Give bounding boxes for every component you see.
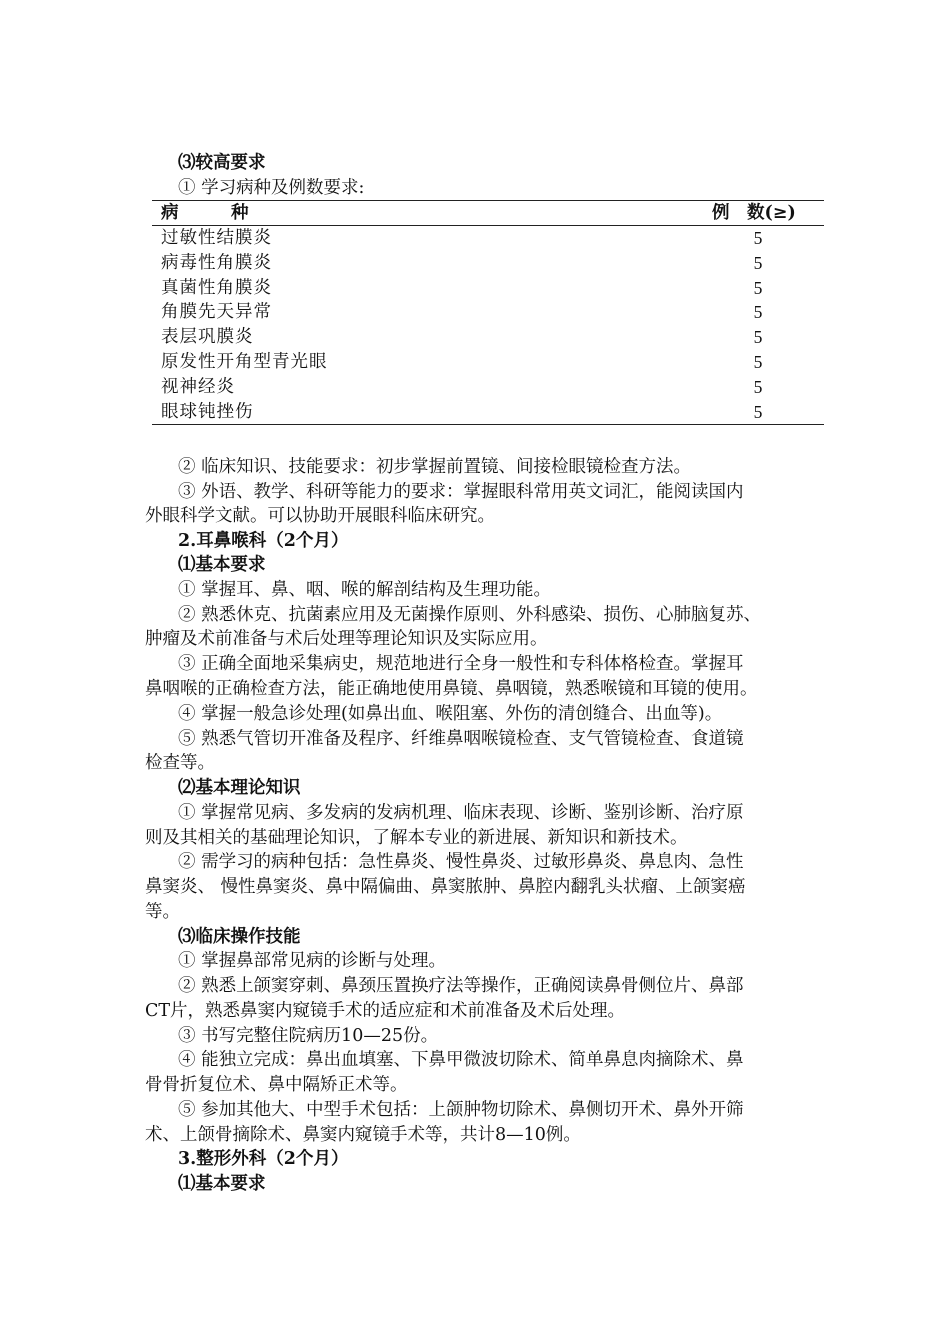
paragraph-line: ① 掌握常见病、多发病的发病机理、临床表现、诊断、鉴别诊断、治疗原	[178, 803, 744, 823]
table-row	[152, 276, 824, 301]
subsection-heading: ⑶临床操作技能	[178, 927, 301, 947]
disease-count: 5	[753, 376, 763, 397]
subsection-heading: ⑵基本理论知识	[178, 778, 301, 798]
paragraph-line: ① 掌握鼻部常见病的诊断与处理。	[178, 951, 447, 971]
section-heading-higher-requirements: ⑶较高要求	[178, 153, 266, 173]
paragraph-line: ③ 书写完整住院病历10—25份。	[178, 1026, 439, 1046]
paragraph-line: ① 掌握耳、鼻、咽、喉的解剖结构及生理功能。	[178, 580, 552, 600]
disease-name: 病毒性角膜炎	[161, 252, 272, 273]
paragraph-line: 检查等。	[145, 753, 215, 773]
disease-name: 真菌性角膜炎	[161, 277, 272, 298]
paragraph-line: 外眼科学文献。可以协助开展眼科临床研究。	[145, 506, 495, 526]
disease-name: 眼球钝挫伤	[161, 401, 254, 422]
disease-name: 表层巩膜炎	[161, 327, 254, 348]
disease-count: 5	[753, 351, 763, 372]
paragraph-line: ④ 掌握一般急诊处理(如鼻出血、喉阻塞、外伤的清创缝合、出血等)。	[178, 704, 723, 724]
disease-count: 5	[753, 228, 763, 248]
disease-count: 5	[753, 327, 763, 348]
disease-name: 角膜先天异常	[161, 302, 272, 323]
table-row	[152, 251, 824, 276]
paragraph-line: ⑤ 参加其他大、中型手术包括：上颌肿物切除术、鼻侧切开术、鼻外开筛	[178, 1100, 744, 1120]
paragraph-line: 则及其相关的基础理论知识，了解本专业的新进展、新知识和新技术。	[145, 828, 688, 848]
section-heading-ent: 2.耳鼻喉科（2个月）	[178, 531, 349, 551]
table-header-row	[152, 201, 824, 225]
subsection-heading: ⑴基本要求	[178, 1174, 266, 1194]
study-requirements-title: ① 学习病种及例数要求:	[178, 178, 365, 198]
disease-name: 过敏性结膜炎	[161, 228, 272, 248]
table-row	[152, 350, 824, 375]
paragraph-line: 等。	[145, 902, 180, 922]
disease-name: 原发性开角型青光眼	[161, 351, 328, 372]
header-disease: 病 种	[161, 203, 249, 223]
paragraph-line: 鼻窦炎、 慢性鼻窦炎、鼻中隔偏曲、鼻窦脓肿、鼻腔内翻乳头状瘤、上颌窦癌	[145, 877, 746, 897]
paragraph-line: ③ 正确全面地采集病史，规范地进行全身一般性和专科体格检查。掌握耳	[178, 654, 744, 674]
table-row	[152, 400, 824, 425]
table-row	[152, 325, 824, 350]
paragraph-line: 鼻咽喉的正确检查方法，能正确地使用鼻镜、鼻咽镜，熟悉喉镜和耳镜的使用。	[145, 679, 758, 699]
disease-count: 5	[753, 252, 763, 273]
paragraph-line: 肿瘤及术前准备与术后处理等理论知识及实际应用。	[145, 629, 548, 649]
section-heading-plastic-surgery: 3.整形外科（2个月）	[178, 1149, 349, 1169]
header-count: 例 数(≥)	[712, 203, 796, 223]
paragraph-line: CT片，熟悉鼻窦内窥镜手术的适应症和术前准备及术后处理。	[145, 1001, 626, 1021]
paragraph-line: ③ 外语、教学、科研等能力的要求：掌握眼科常用英文词汇，能阅读国内	[178, 482, 744, 502]
table-row	[152, 226, 824, 251]
disease-count: 5	[753, 302, 763, 323]
paragraph-line: ② 需学习的病种包括：急性鼻炎、慢性鼻炎、过敏形鼻炎、鼻息肉、急性	[178, 852, 744, 872]
paragraph-line: ④ 能独立完成：鼻出血填塞、下鼻甲微波切除术、简单鼻息肉摘除术、鼻	[178, 1050, 744, 1070]
table-row	[152, 300, 824, 325]
paragraph-line: 骨骨折复位术、鼻中隔矫正术等。	[145, 1075, 408, 1095]
disease-count: 5	[753, 277, 763, 298]
paragraph-line: ⑤ 熟悉气管切开准备及程序、纤维鼻咽喉镜检查、支气管镜检查、食道镜	[178, 729, 744, 749]
paragraph-line: ② 熟悉休克、抗菌素应用及无菌操作原则、外科感染、损伤、心肺脑复苏、	[178, 605, 762, 625]
disease-count: 5	[753, 401, 763, 422]
table-row	[152, 375, 824, 400]
disease-name: 视神经炎	[161, 376, 235, 397]
table-bottom-rule	[152, 424, 824, 425]
subsection-heading: ⑴基本要求	[178, 555, 266, 575]
disease-count-table	[152, 200, 824, 425]
paragraph-line: ② 临床知识、技能要求：初步掌握前置镜、间接检眼镜检查方法。	[178, 457, 692, 477]
paragraph-line: ② 熟悉上颌窦穿刺、鼻颈压置换疗法等操作，正确阅读鼻骨侧位片、鼻部	[178, 976, 744, 996]
paragraph-line: 术、上颌骨摘除术、鼻窦内窥镜手术等，共计8—10例。	[145, 1125, 581, 1145]
